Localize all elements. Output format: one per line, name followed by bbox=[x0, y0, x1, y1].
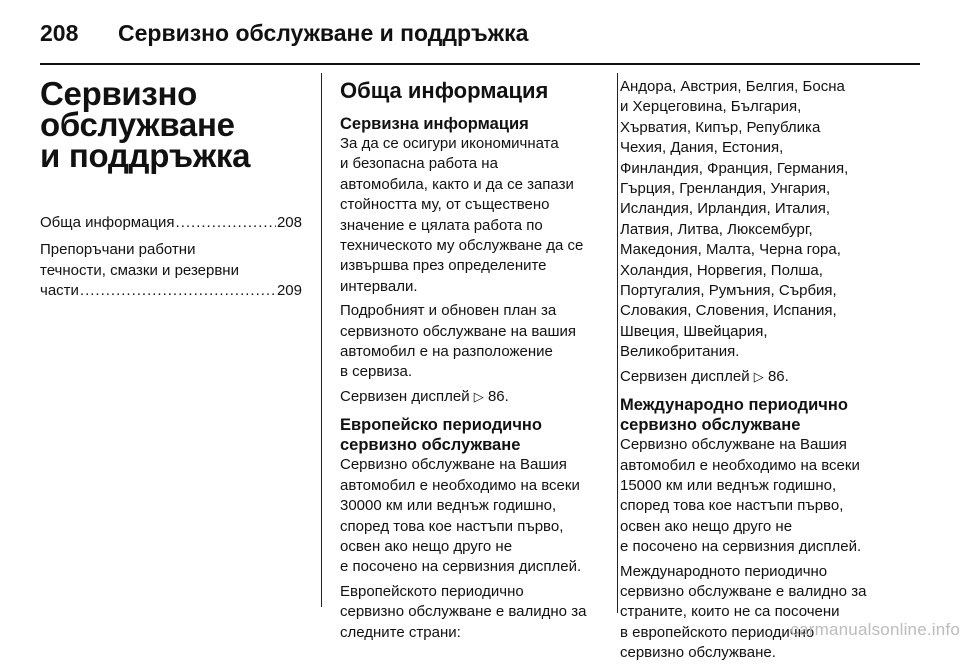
paragraph-european-validity: Европейското периодично сервизно обслужване е валидно за следните страни: bbox=[340, 582, 587, 641]
triangle-reference-icon: ▷ bbox=[473, 388, 484, 404]
toc-entry-page: 209 bbox=[276, 282, 302, 300]
toc-entry-title-line: Препоръчани работни bbox=[40, 241, 196, 259]
header-rule bbox=[40, 63, 920, 65]
column-divider-right bbox=[617, 73, 618, 613]
toc-leader-dots bbox=[80, 281, 276, 301]
toc-entry-title: Обща информация bbox=[40, 214, 175, 231]
chapter-title: Сервизно обслужване и поддръжка bbox=[40, 75, 251, 174]
column-3 bbox=[620, 68, 906, 664]
page-header bbox=[40, 10, 920, 56]
paragraph-international-interval: Сервизно обслужване на Вашия автомобил е необходимо на всеки 15000 км или веднъж годишно, според това кое настъпи първо, освен ако нещо друго не е посочено на сервизния дисплей. bbox=[620, 436, 862, 556]
table-of-contents bbox=[40, 213, 302, 302]
column-2 bbox=[340, 68, 608, 643]
subsection-title-service-info: Сервизна информация bbox=[340, 115, 529, 133]
paragraph-service-plan: Подробният и обновен план за сервизното обслужване на вашия автомобил е на разположение в сервиза. bbox=[340, 302, 577, 381]
paragraph-country-list: Андора, Австрия, Белгия, Босна и Херцеговина, България, Хърватия, Кипър, Република Чехия, Дания, Естония, Финландия, Франция, Германия, Гърция, Гренландия, Унгария, Исландия, Ирландия, Италия, Латвия, Литва, Люксембург, Македония, Малта, Черна гора, Холандия, Норвегия, Полша, Португалия, Румъния, Сърбия, Словакия, Словения, Испания, Швеция, Швейцария, Великобритания. bbox=[620, 78, 849, 361]
paragraph-international-validity: Международното периодично сервизно обслужване е валидно за страните, които не са посочени в европейското периодично сервизно обслужване. bbox=[620, 562, 867, 662]
page-number: 208 bbox=[40, 19, 79, 46]
reference-text: Сервизен дисплей bbox=[620, 367, 750, 385]
subsection-title-european-service: Европейско периодично сервизно обслужване bbox=[340, 416, 542, 455]
toc-entry-title: части bbox=[40, 282, 79, 300]
paragraph-service-display-ref bbox=[340, 387, 608, 407]
reference-page[interactable]: 86. bbox=[767, 367, 789, 385]
toc-entry-fluids[interactable] bbox=[40, 240, 302, 301]
toc-leader-dots bbox=[176, 213, 276, 233]
section-title: Обща информация bbox=[340, 78, 549, 103]
paragraph-service-intro: За да се осигури икономичната и безопасна работа на автомобила, както и да се запази стойността му, от съществено значение е цялата работа по техническото му обслужване да се извършва през определените интервали. bbox=[340, 135, 584, 295]
toc-entry-title-line: течности, смазки и резервни bbox=[40, 261, 239, 279]
running-title: Сервизно обслужване и поддръжка bbox=[118, 19, 529, 46]
triangle-reference-icon: ▷ bbox=[753, 368, 764, 384]
paragraph-european-interval: Сервизно обслужване на Вашия автомобил е необходимо на всеки 30000 км или веднъж годишно, според това кое настъпи първо, освен ако нещо друго не е посочено на сервизния дисплей. bbox=[340, 456, 582, 576]
paragraph-service-display-ref bbox=[620, 367, 906, 387]
reference-text: Сервизен дисплей bbox=[340, 387, 470, 405]
column-1 bbox=[40, 68, 302, 309]
toc-entry-general-info[interactable] bbox=[40, 213, 302, 233]
reference-page[interactable]: 86. bbox=[487, 387, 509, 405]
column-divider-left bbox=[321, 73, 322, 607]
subsection-title-international-service: Международно периодично сервизно обслужване bbox=[620, 396, 848, 435]
watermark: carmanualsonline.info bbox=[790, 620, 960, 639]
toc-entry-page: 208 bbox=[276, 214, 302, 231]
